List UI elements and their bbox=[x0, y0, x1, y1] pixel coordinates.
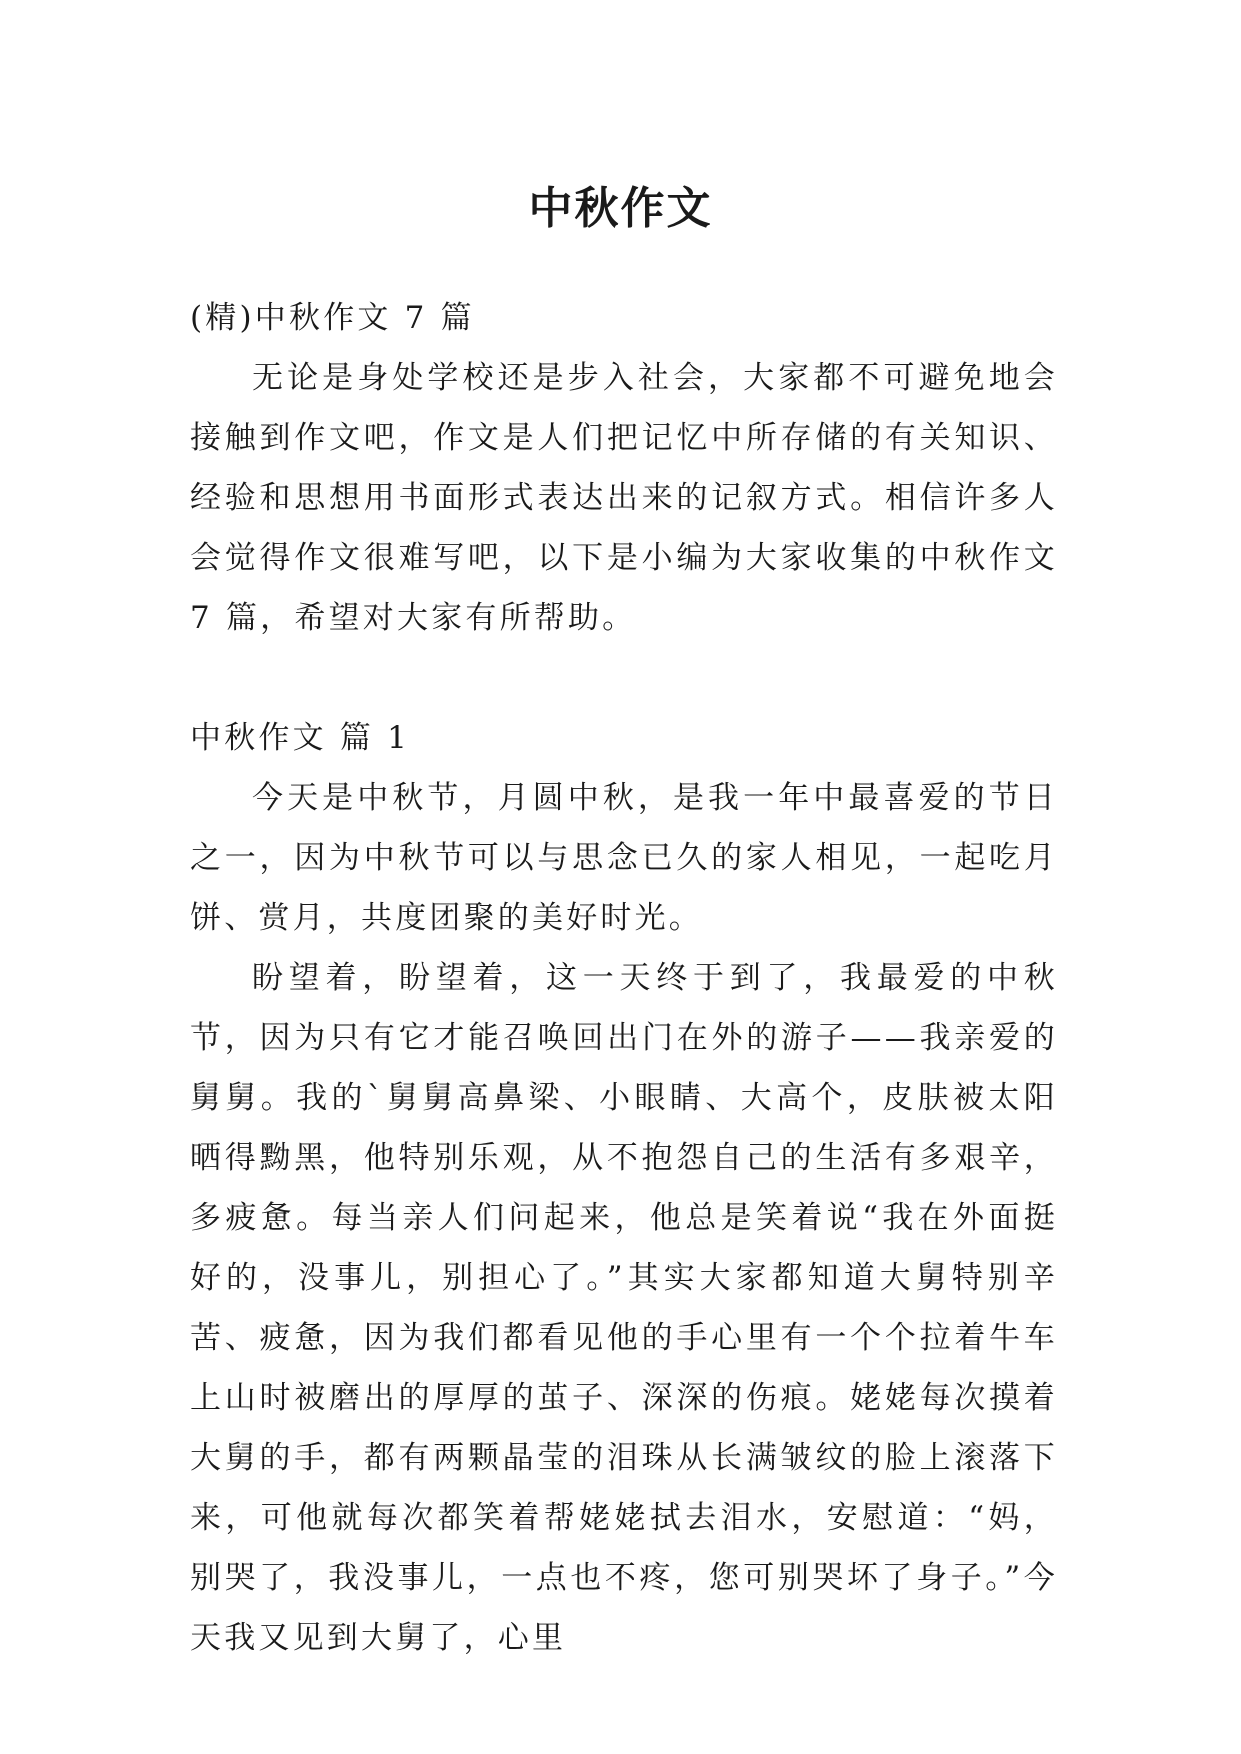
document-title: 中秋作文 bbox=[528, 183, 713, 235]
section-heading: 中秋作文 篇 1 bbox=[190, 720, 411, 756]
section-spacer bbox=[190, 648, 1058, 708]
intro-paragraph: 无论是身处学校还是步入社会，大家都不可避免地会接触到作文吧，作文是人们把记忆中所存储的有关知识、经验和思想用书面形式表达出来的记叙方式。相信许多人会觉得作文很难写吧，以下是小编为大家收集的中秋作文 7 篇，希望对大家有所帮助。 bbox=[190, 360, 1058, 636]
body-paragraph: 今天是中秋节，月圆中秋，是我一年中最喜爱的节日之一，因为中秋节可以与思念已久的家人相见，一起吃月饼、赏月，共度团聚的美好时光。 bbox=[190, 780, 1058, 936]
document-body bbox=[190, 288, 1058, 1668]
body-paragraph: 盼望着，盼望着，这一天终于到了，我最爱的中秋节，因为只有它才能召唤回出门在外的游子——我亲爱的舅舅。我的`舅舅高鼻梁、小眼睛、大高个，皮肤被太阳晒得黝黑，他特别乐观，从不抱怨自己的生活有多艰辛，多疲惫。每当亲人们问起来，他总是笑着说“我在外面挺好的，没事儿，别担心了。”其实大家都知道大舅特别辛苦、疲惫，因为我们都看见他的手心里有一个个拉着牛车上山时被磨出的厚厚的茧子、深深的伤痕。姥姥每次摸着大舅的手，都有两颗晶莹的泪珠从长满皱纹的脸上滚落下来，可他就每次都笑着帮姥姥拭去泪水，安慰道：“妈，别哭了，我没事儿，一点也不疼，您可别哭坏了身子。”今天我又见到大舅了，心里 bbox=[190, 960, 1058, 1656]
document-subtitle: (精)中秋作文 7 篇 bbox=[190, 300, 475, 336]
